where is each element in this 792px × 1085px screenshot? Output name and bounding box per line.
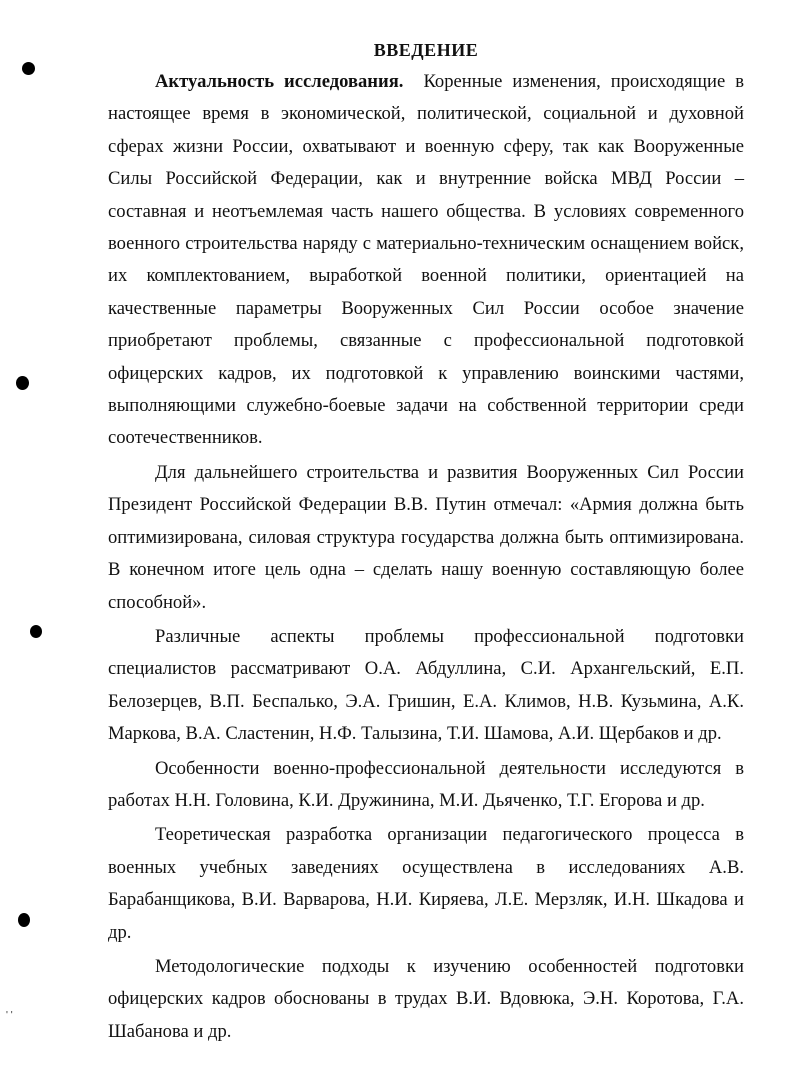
binder-hole-1 <box>22 62 35 75</box>
paragraph-pedagogical-process: Теоретическая разработка организации педагогического процесса в военных учебных заведениях осуществлена в исследованиях А.В. Барабанщикова, В.И. Варварова, Н.И. Киряева, Л.Е. Мерзляк, И.Н. Шкадова и др. <box>108 824 744 943</box>
binder-hole-4 <box>18 913 30 927</box>
document-title: ВВЕДЕНИЕ <box>373 40 479 60</box>
paragraph-military-activity: Особенности военно-профессиональной деятельности исследуются в работах Н.Н. Головина, К.И. Дружинина, М.И. Дьяченко, Т.Г. Егорова и др. <box>108 757 744 811</box>
intro-text: Коренные изменения, происходящие в настоящее время в экономической, политической, социальной и духовной сферах жизни России, охватывают и военную сферу, так как Вооруженные Силы Российской Федерации, как и внутренние войска МВД России – составная и неотъемлемая часть нашего общества. В условиях современного военного строительства наряду с материально-техническим оснащением войск, их комплектованием, выработкой военной политики, ориентацией на качественные параметры Вооруженных Сил России особое значение приобретают проблемы, связанные с профессиональной подготовкой офицерских кадров, их подготовкой к управлению воинскими частями, выполняющими служебно-боевые задачи на собственной территории среди соотечественников. <box>108 71 744 449</box>
intro-paragraph <box>108 66 744 455</box>
paragraph-professional-training: Различные аспекты проблемы профессиональной подготовки специалистов рассматривают О.А. Абдуллина, С.И. Архангельский, Е.П. Белозерцев, В.П. Беспалько, Э.А. Гришин, Е.А. Климов, Н.В. Кузьмина, А.К. Маркова, В.А. Сластенин, Н.Ф. Талызина, Т.И. Шамова, А.И. Щербаков и др. <box>108 625 744 745</box>
binder-hole-3 <box>30 625 42 638</box>
paragraph-putin-quote: Для дальнейшего строительства и развития Вооруженных Сил России Президент Российской Федерации В.В. Путин отмечал: «Армия должна быть оптимизирована, силовая структура государства должна быть оптимизирована. В конечном итоге цель одна – сделать нашу военную составляющую более способной». <box>108 461 744 613</box>
scan-speck: ' ' <box>6 1010 13 1021</box>
document-page <box>108 37 744 1048</box>
intro-lead: Актуальность исследования. <box>155 71 404 92</box>
binder-hole-2 <box>16 376 29 390</box>
paragraph-methodological-approaches: Методологические подходы к изучению особенностей подготовки офицерских кадров обоснованы в трудах В.И. Вдовюка, Э.Н. Коротова, Г.А. Шабанова и др. <box>108 955 744 1042</box>
